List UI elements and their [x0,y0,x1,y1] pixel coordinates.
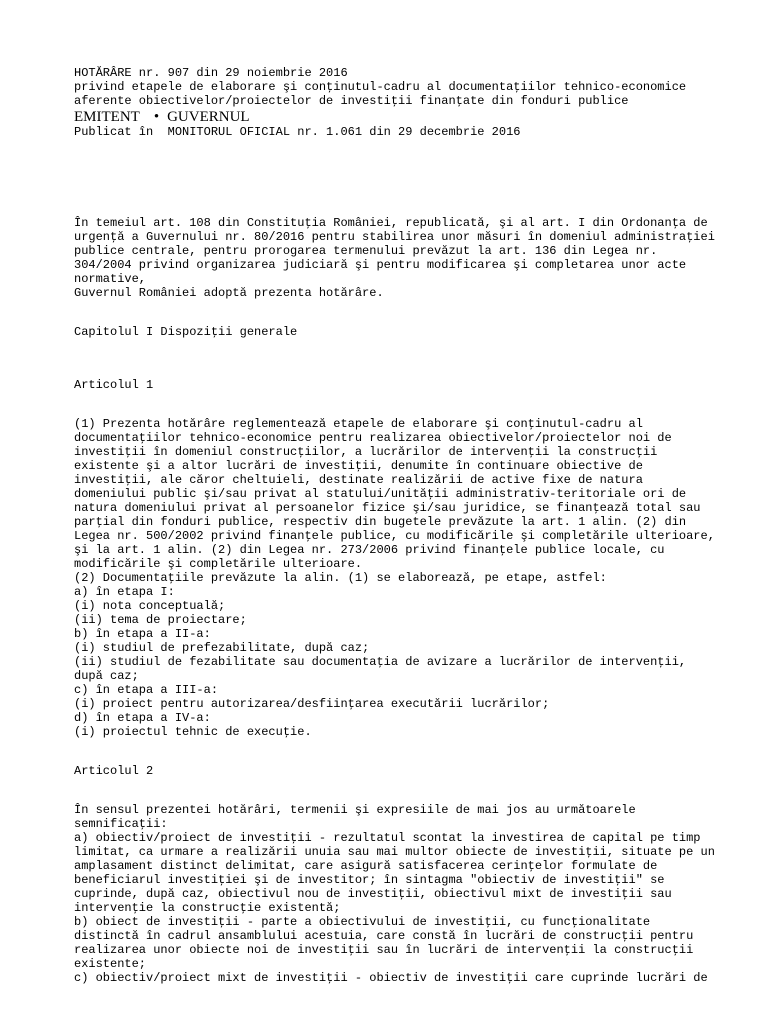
article-line: (2) Documentaţiile prevăzute la alin. (1) se elaborează, pe etape, astfel: [74,571,607,585]
article-line: limitat, ca urmare a realizării unuia sau mai multor obiecte de investiţii, situate pe un [74,845,715,859]
chapter-title: Capitolul I Dispoziţii generale [74,325,298,339]
article-line: În sensul prezentei hotărâri, termenii şi expresiile de mai jos au următoarele [74,803,636,817]
act-subtitle-line-2: aferente obiectivelor/proiectelor de investiţii finanţate din fonduri publice [74,94,629,108]
article-line: parţial din fonduri publice, respectiv din bugetele prevăzute la art. 1 alin. (2) din [74,515,687,529]
article-line: c) în etapa a III-a: [74,683,219,697]
article-line: existente şi a altor lucrări de investiţii, denumite în continuare obiective de [74,459,643,473]
article-line: investiţii, ale căror cheltuieli, destinate realizării de active fixe de natura [74,473,643,487]
article-line: Legea nr. 500/2002 privind finanţele publice, cu modificările şi completările ulterioare, [74,529,715,543]
article-line: (ii) tema de proiectare; [74,613,247,627]
preamble-line: publice centrale, pentru prorogarea termenului prevăzut la art. 136 din Legea nr. [74,244,658,258]
article-1-body [74,417,768,739]
article-line: domeniului public şi/sau privat al statului/unităţii administrativ-teritoriale ori de [74,487,687,501]
preamble-line: În temeiul art. 108 din Constituţia României, republicată, şi al art. I din Ordonanţa de [74,216,708,230]
act-title: HOTĂRÂRE nr. 907 din 29 noiembrie 2016 [74,66,348,80]
article-line: a) obiectiv/proiect de investiţii - rezultatul scontat la investirea de capital pe timp [74,831,701,845]
article-line: modificările şi completările ulterioare. [74,557,363,571]
publication-info: Publicat în MONITORUL OFICIAL nr. 1.061 din 29 decembrie 2016 [74,125,521,139]
preamble-line: Guvernul României adoptă prezenta hotărâre. [74,286,384,300]
article-line: d) în etapa a IV-a: [74,711,211,725]
article-line: amplasament distinct delimitat, care asigură satisfacerea cerinţelor formulate de [74,859,658,873]
article-2-body [74,803,768,985]
article-line: existente; [74,957,147,971]
preamble-line: urgenţă a Guvernului nr. 80/2016 pentru stabilirea unor măsuri în domeniul administraţiei [74,230,715,244]
article-line: (i) nota conceptuală; [74,599,226,613]
document-header [74,66,768,139]
article-line: natura domeniului privat al persoanelor fizice şi/sau juridice, se finanţează total sau [74,501,701,515]
article-line: realizarea unor obiecte noi de investiţii sau în lucrări de intervenţii la construcţii [74,943,694,957]
emitent-value: GUVERNUL [167,109,250,125]
article-2-title: Articolul 2 [74,764,154,778]
article-line: intervenţie la construcţie existentă; [74,901,341,915]
article-line: (i) proiectul tehnic de execuţie. [74,725,312,739]
article-line: cuprinde, după caz, obiectivul nou de investiţii, obiectivul mixt de investiţii sau [74,887,672,901]
article-line: (ii) studiul de fezabilitate sau documentaţia de avizare a lucrărilor de intervenţii, [74,655,687,669]
article-line: după caz; [74,669,139,683]
preamble-line: normative, [74,272,147,286]
article-line: documentaţiilor tehnico-economice pentru realizarea obiectivelor/proiectelor noi de [74,431,672,445]
emitent-label: EMITENT [74,109,140,125]
bullet-icon: • [153,109,160,125]
article-line: şi la art. 1 alin. (2) din Legea nr. 273/2006 privind finanţele publice locale, cu [74,543,665,557]
article-line: b) în etapa a II-a: [74,627,211,641]
act-subtitle-line-1: privind etapele de elaborare şi conţinutul-cadru al documentaţiilor tehnico-economice [74,80,687,94]
article-line: semnificaţii: [74,817,168,831]
article-line: (i) proiect pentru autorizarea/desfiinţarea executării lucrărilor; [74,697,550,711]
emitent-row [74,109,768,125]
preamble [74,216,768,300]
article-line: (i) studiul de prefezabilitate, după caz; [74,641,370,655]
article-1-title: Articolul 1 [74,378,154,392]
article-line: b) obiect de investiţii - parte a obiectivului de investiţii, cu funcţionalitate [74,915,651,929]
preamble-line: 304/2004 privind organizarea judiciară şi pentru modificarea şi completarea unor acte [74,258,687,272]
article-line: (1) Prezenta hotărâre reglementează etapele de elaborare şi conţinutul-cadru al [74,417,643,431]
article-line: beneficiarul investiţiei şi de investitor; în sintagma "obiectiv de investiţii" se [74,873,665,887]
article-line: investiţii în domeniul construcţiilor, a lucrărilor de intervenţii la construcţii [74,445,658,459]
article-line: a) în etapa I: [74,585,175,599]
article-line: distinctă în cadrul ansamblului acestuia, care constă în lucrări de construcţii pentru [74,929,694,943]
article-line: c) obiectiv/proiect mixt de investiţii - obiectiv de investiţii care cuprinde lucrări de [74,971,708,985]
